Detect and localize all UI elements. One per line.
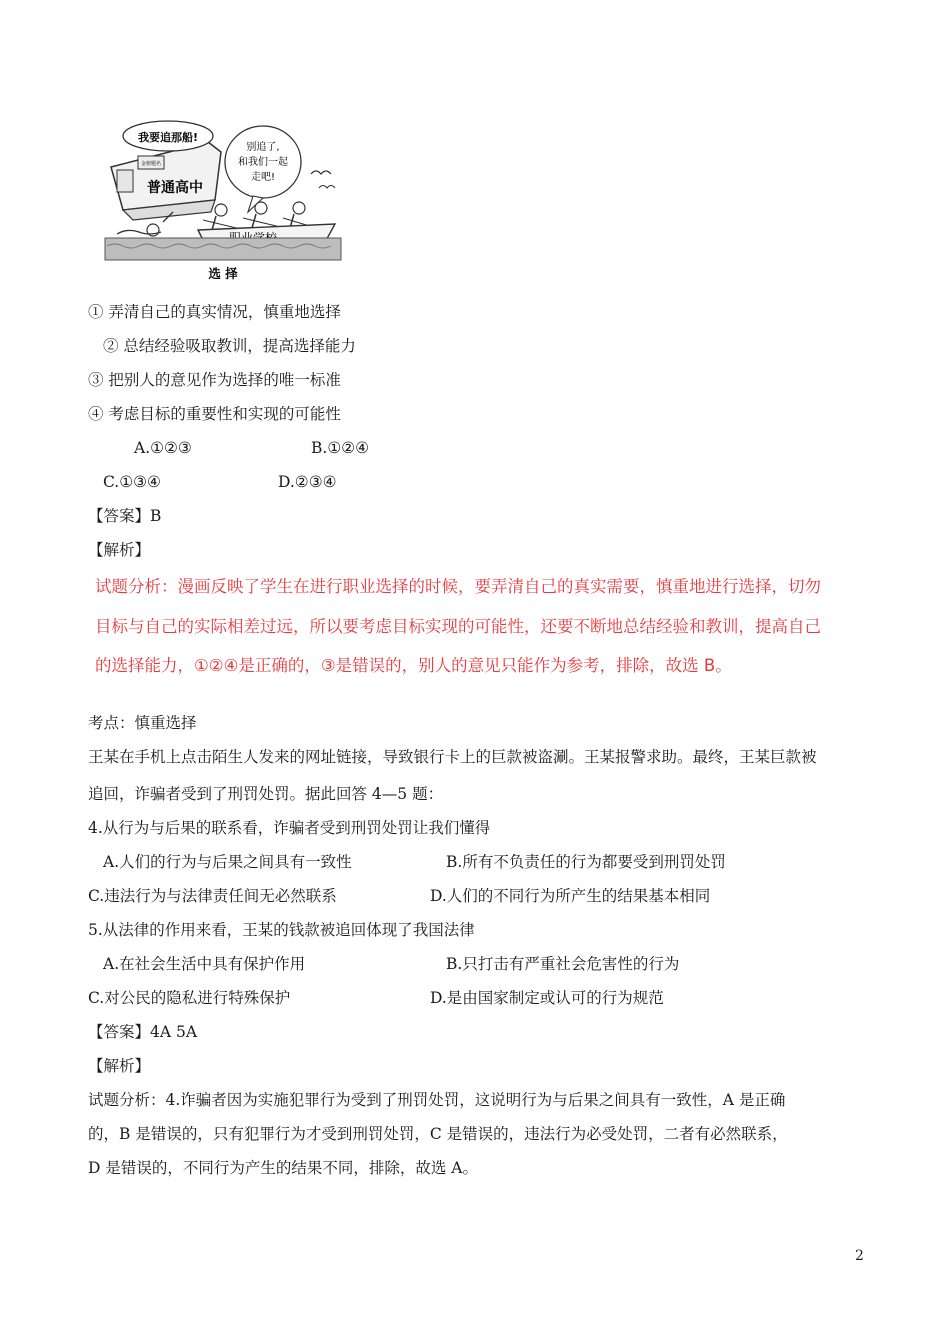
option-4: ④ 考虑目标的重要性和实现的可能性	[88, 405, 341, 423]
option-3: ③ 把别人的意见作为选择的唯一标准	[88, 371, 341, 389]
q45-analysis-title: 【解析】	[88, 1057, 151, 1075]
q5-stem: 5.从法律的作用来看，王某的钱款被追回体现了我国法律	[88, 921, 475, 939]
option-1: ① 弄清自己的真实情况，慎重地选择	[88, 303, 341, 321]
cartoon-illustration	[103, 112, 343, 284]
q4-option-b: B.所有不负责任的行为都要受到刑罚处罚	[446, 853, 726, 871]
ship-label: 普通高中	[147, 180, 203, 196]
q45-answer: 【答案】4A 5A	[88, 1023, 198, 1041]
cartoon-drawing	[103, 112, 343, 284]
ship-sign: 金榜题名	[140, 161, 162, 167]
q4-option-d: D.人们的不同行为所产生的结果基本相同	[430, 887, 711, 905]
choice-d: D.②③④	[278, 473, 337, 491]
q45-analysis-line-2: 的，B 是错误的，只有犯罪行为才受到刑罚处罚，C 是错误的，违法行为必受处罚，二者有必然联系，	[88, 1125, 788, 1143]
boat-speech-line-1: 别追了,	[246, 142, 280, 153]
choice-a: A.①②③	[134, 439, 192, 457]
q45-analysis-line-1: 试题分析：4.诈骗者因为实施犯罪行为受到了刑罚处罚，这说明行为与后果之间具有一致性，A 是正确	[88, 1091, 786, 1109]
q3-analysis-line-2: 目标与自己的实际相差过远，所以要考虑目标实现的可能性，还要不断地总结经验和教训，提高自己	[95, 617, 821, 636]
boat-speech-line-3: 走吧!	[250, 172, 276, 183]
choice-b: B.①②④	[311, 439, 370, 457]
q3-analysis-line-3: 的选择能力，①②④是正确的，③是错误的，别人的意见只能作为参考，排除，故选 B。	[95, 656, 732, 675]
q5-option-d: D.是由国家制定或认可的行为规范	[430, 989, 664, 1007]
q45-analysis-line-3: D 是错误的，不同行为产生的结果不同，排除，故选 A。	[88, 1159, 478, 1177]
page-number: 2	[855, 1248, 864, 1264]
choice-c: C.①③④	[103, 473, 161, 491]
q4-option-a: A.人们的行为与后果之间具有一致性	[103, 853, 352, 871]
q5-option-c: C.对公民的隐私进行特殊保护	[88, 989, 291, 1007]
q4-stem: 4.从行为与后果的联系看，诈骗者受到刑罚处罚让我们懂得	[88, 819, 491, 837]
boat-speech-line-2: 和我们一起	[238, 157, 288, 168]
q45-stem-line-2: 追回，诈骗者受到了刑罚处罚。据此回答 4—5 题：	[88, 785, 444, 803]
cartoon-caption: 选 择	[208, 266, 238, 281]
q4-option-c: C.违法行为与法律责任间无必然联系	[88, 887, 337, 905]
q3-analysis-line-1: 试题分析：漫画反映了学生在进行职业选择的时候，要弄清自己的真实需要，慎重地进行选择，切勿	[95, 577, 821, 596]
q3-answer: 【答案】B	[88, 507, 162, 525]
option-2: ② 总结经验吸取教训，提高选择能力	[103, 337, 356, 355]
ship-speech: 我要追那船!	[137, 131, 199, 144]
q45-stem-line-1: 王某在手机上点击陌生人发来的网址链接，导致银行卡上的巨款被盗涮。王某报警求助。最终，王某巨款被	[88, 748, 817, 766]
q5-option-a: A.在社会生活中具有保护作用	[103, 955, 306, 973]
q5-option-b: B.只打击有严重社会危害性的行为	[446, 955, 680, 973]
q3-analysis-title: 【解析】	[88, 541, 151, 559]
q3-point: 考点：慎重选择	[88, 714, 197, 732]
